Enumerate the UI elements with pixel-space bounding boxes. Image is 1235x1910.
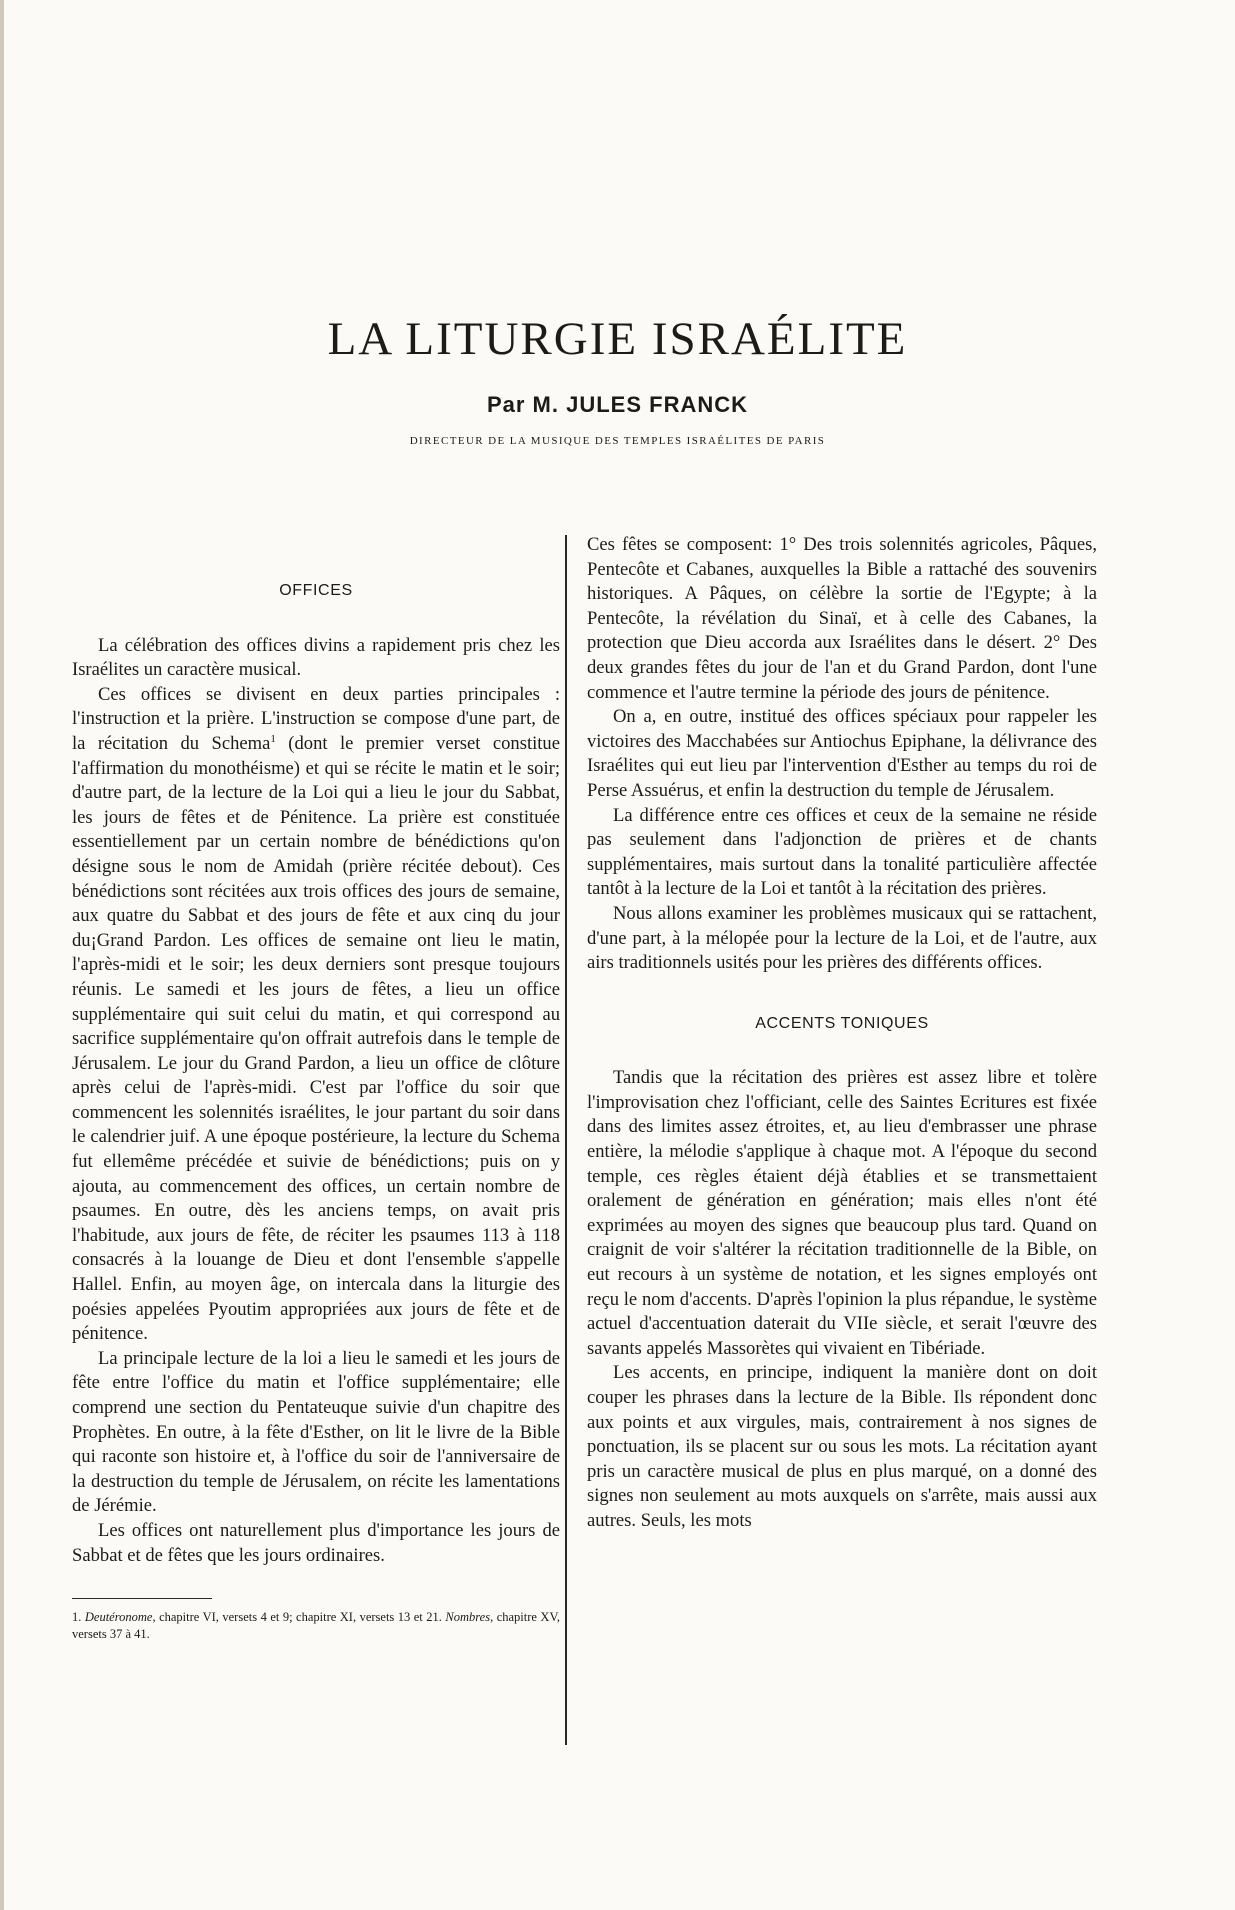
footnote-book: Deutéronome [84, 1610, 153, 1625]
footnote [72, 1609, 560, 1643]
paragraph: Tandis que la récitation des prières est assez libre et tolère l'improvisation chez l'officiant, celle des Saintes Ecritures est fixée dans des limites assez étroites, et, au lieu d'embrasser une phrase entière, la mélodie s'applique à chaque mot. A l'époque du second temple, ces règles étaient déjà établies et se transmettaient oralement de génération en génération; mais elles n'ont été exprimées au moyen des signes que beaucoup plus tard. Quand on craignit de voir s'altérer la récitation traditionnelle de la Bible, on eut recours à un système de notation, et les signes employés ont reçu le nom d'accents. D'après l'opinion la plus répandue, le système actuel d'accentuation daterait du VIIe siècle, et serait l'œuvre des savants appelés Massorètes qui vivaient en Tibériade. [587, 1067, 1097, 1359]
page-edge [0, 0, 4, 1910]
footnote-number: 1. [72, 1610, 82, 1625]
right-column [587, 533, 1097, 1534]
footnote-text: , chapitre VI, versets 4 et 9; chapitre XI, versets 13 et 21. [152, 1610, 446, 1625]
paragraph: Les offices ont naturellement plus d'importance les jours de Sabbat et de fêtes que les jours ordinaires. [72, 1519, 560, 1566]
footnote-text: , chapitre XV, versets 37 à 41. [72, 1610, 560, 1642]
section-heading-offices: OFFICES [279, 582, 353, 599]
paragraph-text: Ces offices se divisent en deux parties principales : l'instruction et la prière. L'instruction se compose d'une part, de la récitation du Schema [72, 683, 560, 754]
paragraph-text: (dont le premier verset constitue l'affirmation du monothéisme) et qui se récite le matin et le soir; d'autre part, de la lecture de la Loi qui a lieu le jour du Sabbat, les jours de fêtes et de Pénitence. La prière est constituée essentiellement par un certain nombre de bénédictions qu'on désigne sous le nom de Amidah (prière récitée debout). Ces bénédictions sont récitées aux trois offices des jours de semaine, aux quatre du Sabbat et des jours de fête et aux cinq du jour du¡Grand Pardon. Les offices de semaine ont lieu le matin, l'après-midi et le soir; les deux derniers sont presque toujours réunis. Le samedi et les jours de fêtes, a lieu un office supplémentaire qui suit celui du matin, et qui correspond au sacrifice supplémentaire qu'on offrait autrefois dans le temple de Jérusalem. Le jour du Grand Pardon, a lieu un office de clôture après celui de l'après-midi. C'est par l'office du soir que commencent les solennités israélites, le jour partant du soir dans le calendrier juif. A une époque postérieure, la lecture du Schema fut ellemême précédée et suivie de bénédictions; puis on y ajouta, au commencement des offices, un certain nombre de psaumes. En outre, dès les anciens temps, on avait pris l'habitude, aux jours de fête, de réciter les psaumes 113 à 118 consacrés à la louange de Dieu et dont l'ensemble s'appelle Hallel. Enfin, au moyen âge, on intercala dans la liturgie des poésies appelées Pyoutim appropriées aux jours de fête et de pénitence. [72, 732, 560, 1345]
author-position: DIRECTEUR DE LA MUSIQUE DES TEMPLES ISRAÉLITES DE PARIS [409, 435, 826, 447]
paragraph: La célébration des offices divins a rapidement pris chez les Israélites un caractère musical. [72, 634, 560, 681]
footnote-ref: 1 [270, 732, 276, 745]
paragraph: On a, en outre, institué des offices spéciaux pour rappeler les victoires des Macchabées sur Antiochus Epiphane, la délivrance des Israélites qui eut lieu par l'intervention d'Esther au temps du roi de Perse Assuérus, et enfin la destruction du temple de Jérusalem. [587, 706, 1097, 801]
paragraph: La principale lecture de la loi a lieu le samedi et les jours de fête entre l'office du matin et l'office supplémentaire; elle comprend une section du Pentateuque suivie d'un chapitre des Prophètes. En outre, à la fête d'Esther, on lit le livre de la Bible qui raconte son histoire et, à l'office du soir de l'anniversaire de la destruction du temple de Jérusalem, on récite les lamentations de Jérémie. [72, 1347, 560, 1517]
column-divider [565, 535, 567, 1745]
left-column [72, 535, 560, 1643]
article-title: LA LITURGIE ISRAÉLITE [327, 313, 908, 365]
paragraph: La différence entre ces offices et ceux de la semaine ne réside pas seulement dans l'adjonction de prières et de chants supplémentaires, mais surtout dans la tonalité particulière affectée tantôt à la lecture de la Loi et tantôt à la récitation des prières. [587, 804, 1097, 900]
section-heading-accents: ACCENTS TONIQUES [755, 1014, 929, 1032]
footnote-divider [72, 1598, 212, 1599]
author-byline: Par M. JULES FRANCK [486, 392, 749, 417]
paragraph: Nous allons examiner les problèmes musicaux qui se rattachent, d'une part, à la mélopée pour la lecture de la Loi, et de l'autre, aux airs traditionnels usités pour les prières des différents offices. [587, 902, 1097, 974]
paragraph [72, 683, 560, 1347]
paragraph: Les accents, en principe, indiquent la manière dont on doit couper les phrases dans la lecture de la Bible. Ils répondent donc aux points et aux virgules, mais, contrairement à nos signes de ponctuation, ils se placent sur ou sous les mots. La récitation ayant pris un caractère musical de plus en plus marqué, on a donné des signes non seulement au mots auxquels on s'arrête, mais aussi aux autres. Seuls, les mots [587, 1362, 1097, 1531]
paragraph: Ces fêtes se composent: 1° Des trois solennités agricoles, Pâques, Pentecôte et Cabanes, auxquelles la Bible a rattaché des souvenirs historiques. A Pâques, on célèbre la sortie de l'Egypte; à la Pentecôte, la révélation du Sinaï, et à celle des Cabanes, la protection que Dieu accorda aux Israélites dans le désert. 2° Des deux grandes fêtes du jour de l'an et du Grand Pardon, dont l'une commence et l'autre termine la période des jours de pénitence. [587, 534, 1097, 703]
footnote-book: Nombres [445, 1610, 491, 1625]
